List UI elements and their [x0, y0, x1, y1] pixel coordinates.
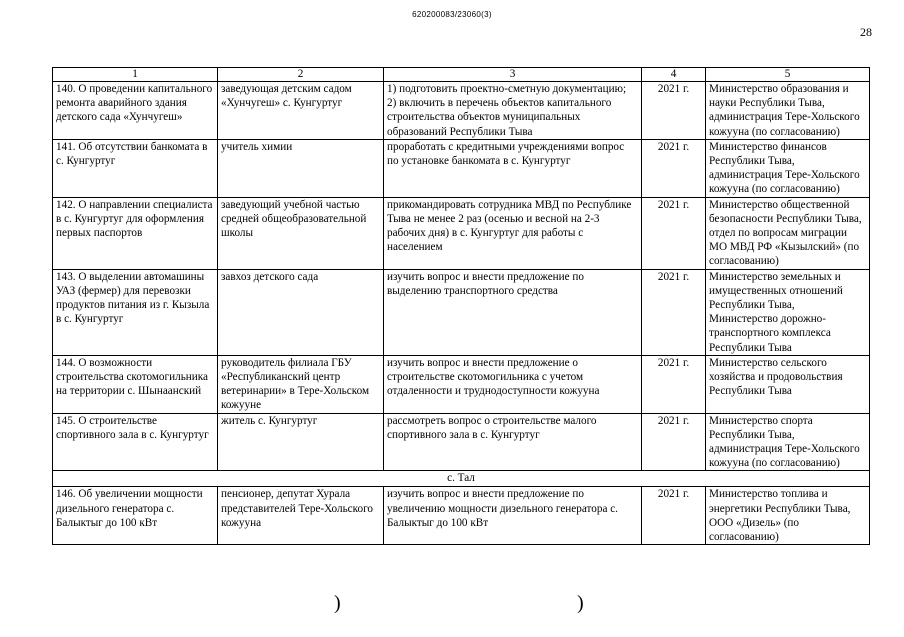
- section-row: [53, 471, 870, 487]
- table-row: [53, 269, 870, 355]
- page-number: 28: [860, 25, 872, 39]
- cell-c3: [384, 487, 642, 545]
- document-code: 620200083/23060(3): [412, 10, 492, 19]
- measure-item: рассмотреть вопрос о строительстве малого спортивного зала в с. Кунгуртуг: [387, 414, 597, 441]
- measure-item: изучить вопрос и внести предложение по выделению транспортного средства: [387, 270, 584, 297]
- cell-c4: 2021 г.: [642, 139, 706, 197]
- cell-c4: 2021 г.: [642, 82, 706, 140]
- cell-c2: руководитель филиала ГБУ «Республиканский центр ветеринарии» в Тере-Хольском кожууне: [218, 355, 384, 413]
- cell-c4: 2021 г.: [642, 269, 706, 355]
- cell-c2: заведующий учебной частью средней общеобразовательной школы: [218, 197, 384, 269]
- column-header: 2: [218, 68, 384, 82]
- column-header: 4: [642, 68, 706, 82]
- cell-c5: Министерство образования и науки Республики Тыва, администрация Тере-Хольского кожууна (по согласованию): [706, 82, 870, 140]
- cell-c4: 2021 г.: [642, 413, 706, 471]
- table-row: [53, 355, 870, 413]
- cell-c5: Министерство спорта Республики Тыва, администрация Тере-Хольского кожууна (по согласованию): [706, 413, 870, 471]
- cell-c3: [384, 269, 642, 355]
- cell-c5: Министерство сельского хозяйства и продовольствия Республики Тыва: [706, 355, 870, 413]
- column-header: 3: [384, 68, 642, 82]
- cell-c2: заведующая детским садом «Хунчугеш» с. Кунгуртуг: [218, 82, 384, 140]
- cell-c2: житель с. Кунгуртуг: [218, 413, 384, 471]
- cell-c5: Министерство топлива и энергетики Республики Тыва, ООО «Дизель» (по согласованию): [706, 487, 870, 545]
- cell-c3: [384, 355, 642, 413]
- measure-item: изучить вопрос и внести предложение по увеличению мощности дизельного генератора с. Балыктыг до 100 кВт: [387, 488, 618, 529]
- cell-c2: завхоз детского сада: [218, 269, 384, 355]
- cell-c1: 141. Об отсутствии банкомата в с. Кунгуртуг: [53, 139, 218, 197]
- cell-c5: Министерство финансов Республики Тыва, администрация Тере-Хольского кожууна (по согласованию): [706, 139, 870, 197]
- measures-table: [52, 67, 870, 545]
- cell-c1: 142. О направлении специалиста в с. Кунгуртуг для оформления первых паспортов: [53, 197, 218, 269]
- measure-item: 2) включить в перечень объектов капитального строительства объектов муниципальных образований Республики Тыва: [387, 97, 612, 138]
- cell-c4: 2021 г.: [642, 487, 706, 545]
- cell-c1: 144. О возможности строительства скотомогильника на территории с. Шынаанский: [53, 355, 218, 413]
- section-title: с. Тал: [53, 471, 870, 487]
- cell-c3: [384, 413, 642, 471]
- cell-c3: [384, 139, 642, 197]
- table-row: [53, 139, 870, 197]
- cell-c3: [384, 197, 642, 269]
- handwritten-mark: ): [577, 592, 584, 614]
- measure-item: проработать с кредитными учреждениями вопрос по установке банкомата в с. Кунгуртуг: [387, 140, 625, 168]
- measure-item: изучить вопрос и внести предложение о строительстве скотомогильника с учетом отдаленности и труднодоступности кожууна: [387, 356, 600, 398]
- table-row: [53, 82, 870, 140]
- cell-c1: 145. О строительстве спортивного зала в с. Кунгуртуг: [53, 413, 218, 471]
- cell-c1: 143. О выделении автомашины УАЗ (фермер) для перевозки продуктов питания из г. Кызыла в с. Кунгуртуг: [53, 269, 218, 355]
- cell-c3: [384, 82, 642, 140]
- cell-c5: Министерство общественной безопасности Республики Тыва, отдел по вопросам миграции МО МВД РФ «Кызылский» (по согласованию): [706, 197, 870, 269]
- table-row: [53, 413, 870, 471]
- cell-c5: Министерство земельных и имущественных отношений Республики Тыва, Министерство дорожно-транспортного комплекса Республики Тыва: [706, 269, 870, 355]
- table-row: [53, 487, 870, 545]
- cell-c1: 140. О проведении капитального ремонта аварийного здания детского сада «Хунчугеш»: [53, 82, 218, 140]
- cell-c1: 146. Об увеличении мощности дизельного генератора с. Балыктыг до 100 кВт: [53, 487, 218, 545]
- measure-item: прикомандировать сотрудника МВД по Республике Тыва не менее 2 раз (осенью и весной на 2-3 рабочих дня) в с. Кунгуртуг для работы с населением: [387, 198, 632, 254]
- column-header: 1: [53, 68, 218, 82]
- cell-c2: пенсионер, депутат Хурала представителей Тере-Хольского кожууна: [218, 487, 384, 545]
- cell-c4: 2021 г.: [642, 197, 706, 269]
- table-header-row: [53, 68, 870, 82]
- handwritten-mark: ): [334, 592, 341, 614]
- cell-c2: учитель химии: [218, 139, 384, 197]
- cell-c4: 2021 г.: [642, 355, 706, 413]
- table-row: [53, 197, 870, 269]
- measure-item: 1) подготовить проектно-сметную документацию;: [387, 83, 627, 95]
- column-header: 5: [706, 68, 870, 82]
